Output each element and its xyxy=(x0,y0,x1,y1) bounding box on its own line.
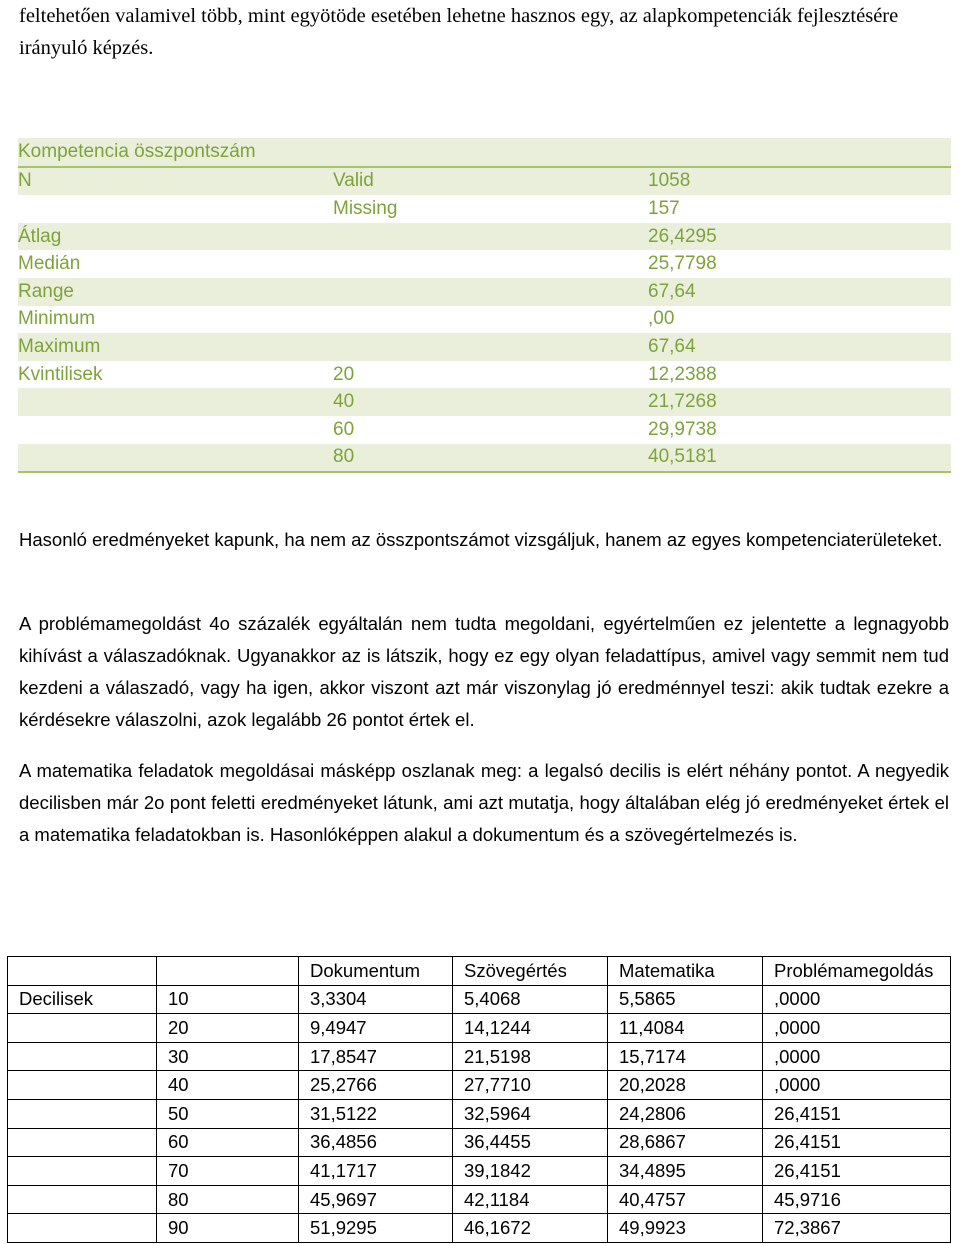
stats-label xyxy=(18,416,333,444)
decile-cell: 36,4856 xyxy=(299,1128,453,1157)
header-cell: Matematika xyxy=(608,957,763,986)
stats-label xyxy=(18,444,333,473)
table-row xyxy=(18,361,951,389)
decile-cell: 11,4084 xyxy=(608,1014,763,1043)
decile-cell: 25,2766 xyxy=(299,1071,453,1100)
decile-cell: ,0000 xyxy=(763,1042,951,1071)
decile-cell: 80 xyxy=(157,1185,299,1214)
table-row xyxy=(8,1042,951,1071)
stats-value: 67,64 xyxy=(648,333,951,361)
table-row xyxy=(18,388,951,416)
decile-row-label xyxy=(8,1157,157,1186)
decile-cell: 60 xyxy=(157,1128,299,1157)
decile-row-label xyxy=(8,1042,157,1071)
decile-cell: 3,3304 xyxy=(299,985,453,1014)
stats-label xyxy=(18,388,333,416)
stats-label: Maximum xyxy=(18,333,333,361)
stats-label: N xyxy=(18,167,333,196)
stats-value: 25,7798 xyxy=(648,253,717,275)
table-row xyxy=(18,195,951,223)
decile-row-label xyxy=(8,1128,157,1157)
header-cell xyxy=(157,957,299,986)
stats-label: Medián xyxy=(18,253,81,275)
table-row xyxy=(18,278,951,306)
stats-title: Kompetencia összpontszám xyxy=(18,138,951,167)
decile-cell: 31,5122 xyxy=(299,1099,453,1128)
decile-cell: 30 xyxy=(157,1042,299,1071)
decile-cell: 5,5865 xyxy=(608,985,763,1014)
decile-row-label xyxy=(8,1214,157,1243)
table-row xyxy=(18,223,951,251)
stats-title-row xyxy=(18,138,951,167)
decile-cell: 50 xyxy=(157,1099,299,1128)
decile-cell: 45,9716 xyxy=(763,1185,951,1214)
stats-value: 67,64 xyxy=(648,278,951,306)
stats-label: Minimum xyxy=(18,308,96,330)
stats-sub xyxy=(333,223,648,251)
stats-label: Kvintilisek xyxy=(18,363,103,385)
decile-row-label xyxy=(8,1014,157,1043)
table-row xyxy=(18,444,951,473)
header-cell xyxy=(8,957,157,986)
stats-sub xyxy=(333,250,648,278)
table-row xyxy=(18,250,951,278)
table-row xyxy=(18,167,951,196)
decile-cell: 39,1842 xyxy=(453,1157,608,1186)
stats-value: 40,5181 xyxy=(648,444,951,473)
decile-cell: 49,9923 xyxy=(608,1214,763,1243)
decile-cell: 24,2806 xyxy=(608,1099,763,1128)
decile-cell: 45,9697 xyxy=(299,1185,453,1214)
decile-cell: 15,7174 xyxy=(608,1042,763,1071)
stats-label: Range xyxy=(18,278,333,306)
decile-cell: 27,7710 xyxy=(453,1071,608,1100)
header-cell: Dokumentum xyxy=(299,957,453,986)
decile-cell: 9,4947 xyxy=(299,1014,453,1043)
decile-cell: 14,1244 xyxy=(453,1014,608,1043)
stats-value: 26,4295 xyxy=(648,223,951,251)
decile-cell: 34,4895 xyxy=(608,1157,763,1186)
decile-cell: 5,4068 xyxy=(453,985,608,1014)
decile-cell: 17,8547 xyxy=(299,1042,453,1071)
paragraph-similar-results: Hasonló eredményeket kapunk, ha nem az összpontszámot vizsgáljuk, hanem az egyes kompetenciaterületeket. xyxy=(19,529,943,550)
stats-sub xyxy=(333,278,648,306)
stats-sub: 20 xyxy=(333,363,355,385)
header-cell: Szövegértés xyxy=(453,957,608,986)
decile-cell: 70 xyxy=(157,1157,299,1186)
decile-cell: 32,5964 xyxy=(453,1099,608,1128)
stats-sub: Missing xyxy=(333,197,398,219)
table-row xyxy=(18,306,951,334)
stats-label xyxy=(18,195,333,223)
competence-stats-table xyxy=(18,138,951,473)
decile-cell: 26,4151 xyxy=(763,1128,951,1157)
decile-cell: ,0000 xyxy=(763,985,951,1014)
intro-paragraph: feltehetően valamivel több, mint egyötöde esetében lehetne hasznos egy, az alapkompetenciák fejlesztésére irányuló képzés. xyxy=(19,5,899,59)
stats-sub: 40 xyxy=(333,388,648,416)
table-row xyxy=(18,416,951,444)
decile-table xyxy=(7,956,951,1243)
table-row xyxy=(8,1014,951,1043)
decile-cell: 40 xyxy=(157,1071,299,1100)
table-row xyxy=(8,1214,951,1243)
stats-sub: 60 xyxy=(333,418,355,440)
decile-cell: 40,4757 xyxy=(608,1185,763,1214)
decile-cell: ,0000 xyxy=(763,1071,951,1100)
stats-value: ,00 xyxy=(648,308,675,330)
decile-cell: ,0000 xyxy=(763,1014,951,1043)
stats-sub: 80 xyxy=(333,444,648,473)
decile-cell: 21,5198 xyxy=(453,1042,608,1071)
paragraph-mathematics: A matematika feladatok megoldásai másképp oszlanak meg: a legalsó decilis is elért néhány pontot. A negyedik decilisben már 2o pont feletti eredményeket látunk, ami azt mutatja, hogy általában elég jó eredményeket értek el a matematika feladatokban is. Hasonlóképpen alakul a dokumentum és a szövegértelmezés is. xyxy=(19,760,949,845)
table-row xyxy=(18,333,951,361)
decile-cell: 10 xyxy=(157,985,299,1014)
decile-cell: 20,2028 xyxy=(608,1071,763,1100)
decile-cell: 51,9295 xyxy=(299,1214,453,1243)
decile-row-label xyxy=(8,1099,157,1128)
decile-cell: 28,6867 xyxy=(608,1128,763,1157)
paragraph-problem-solving: A problémamegoldást 4o százalék egyáltalán nem tudta megoldani, egyértelműen ez jelentette a legnagyobb kihívást a válaszadóknak. Ugyanakkor az is látszik, hogy ez egy olyan feladattípus, amivel vagy semmit nem tud kezdeni a válaszadó, vagy ha igen, akkor viszont azt már viszonylag jó eredménnyel teszi: akik tudtak ezekre a kérdésekre válaszolni, azok legalább 26 pontot értek el. xyxy=(19,613,949,730)
table-row xyxy=(8,1128,951,1157)
stats-sub: Valid xyxy=(333,167,648,196)
header-cell: Problémamegoldás xyxy=(763,957,951,986)
table-row xyxy=(8,1071,951,1100)
table-row xyxy=(8,1099,951,1128)
stats-value: 29,9738 xyxy=(648,418,717,440)
stats-value: 21,7268 xyxy=(648,388,951,416)
stats-value: 157 xyxy=(648,197,680,219)
decile-row-label xyxy=(8,1071,157,1100)
decile-cell: 46,1672 xyxy=(453,1214,608,1243)
decile-row-label xyxy=(8,1185,157,1214)
decile-cell: 41,1717 xyxy=(299,1157,453,1186)
stats-sub xyxy=(333,306,648,334)
stats-value: 1058 xyxy=(648,167,951,196)
decile-cell: 36,4455 xyxy=(453,1128,608,1157)
decile-header-row xyxy=(8,957,951,986)
stats-sub xyxy=(333,333,648,361)
table-row xyxy=(8,1157,951,1186)
decile-cell: 72,3867 xyxy=(763,1214,951,1243)
stats-value: 12,2388 xyxy=(648,363,717,385)
decile-cell: 90 xyxy=(157,1214,299,1243)
table-row xyxy=(8,985,951,1014)
decile-cell: 26,4151 xyxy=(763,1157,951,1186)
decile-cell: 20 xyxy=(157,1014,299,1043)
decile-cell: 42,1184 xyxy=(453,1185,608,1214)
decile-row-label: Decilisek xyxy=(8,985,157,1014)
decile-cell: 26,4151 xyxy=(763,1099,951,1128)
table-row xyxy=(8,1185,951,1214)
stats-label: Átlag xyxy=(18,223,333,251)
